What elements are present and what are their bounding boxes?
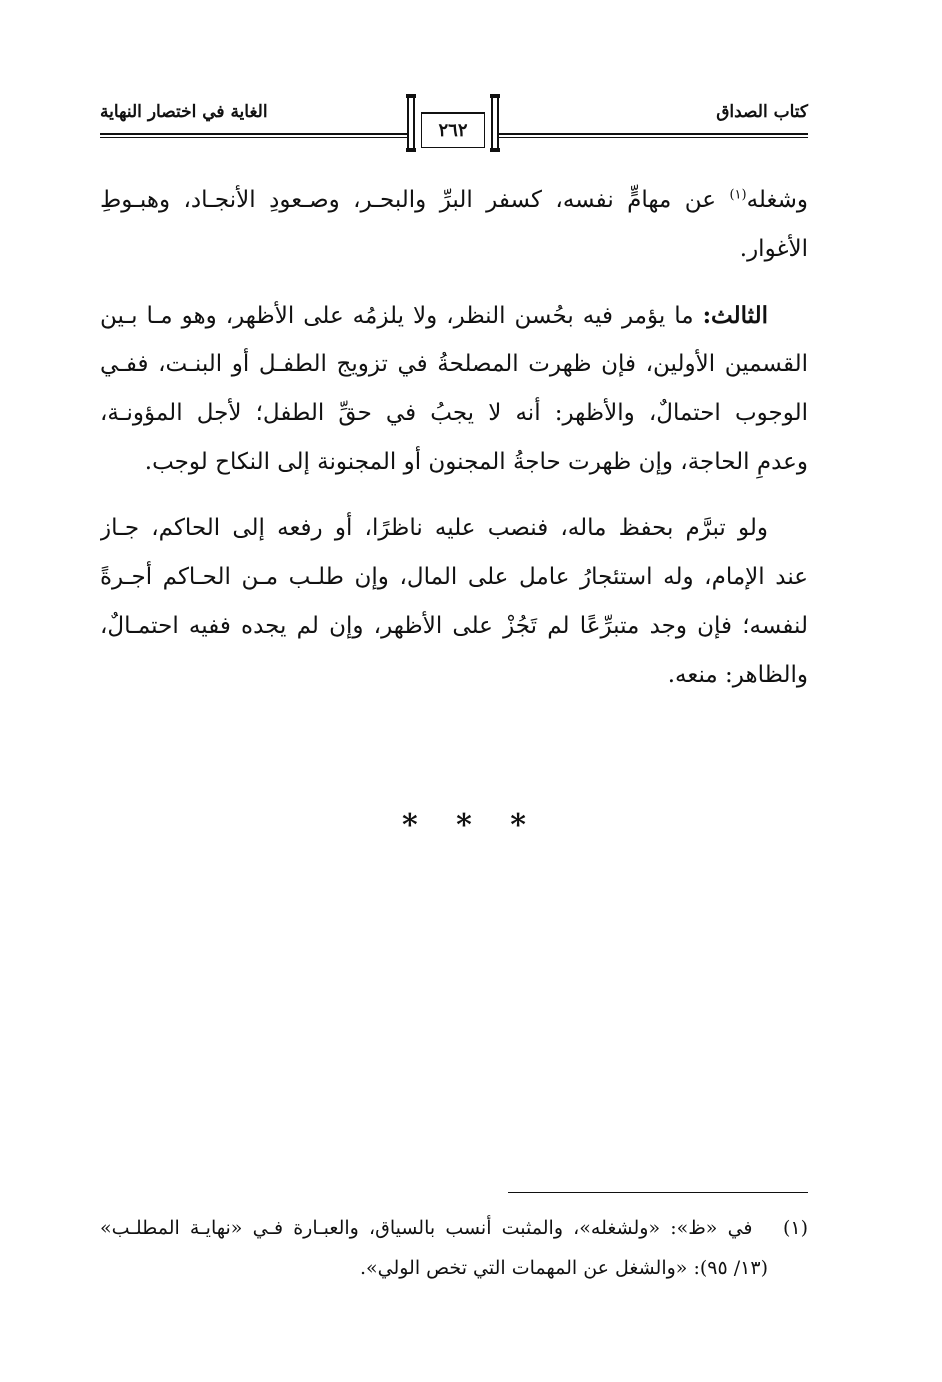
text-segment: ما يؤمر فيه بحُسن النظر، ولا يلزمُه على الأظهر، وهو مـا بـين <box>100 303 703 329</box>
text-line <box>100 176 808 225</box>
text-line: لنفسه؛ فإن وجد متبرِّعًا لم تَجُزْ على الأظهر، وإن لم يجده ففيه احتمـالٌ، <box>100 613 808 639</box>
footnote-text: في «ظ»: «ولشغله»، والمثبت أنسب بالسياق، والعبـارة فـي «نهايـة المطلـب» <box>100 1217 753 1239</box>
footnote-line <box>100 1208 808 1248</box>
section-separator: * * * <box>402 808 540 843</box>
text-line: عند الإمام، وله استئجارُ عامل على المال، وإن طلـب مـن الحـاكم أجـرةً <box>100 564 808 590</box>
text-segment: وشغله <box>746 187 808 213</box>
text-line: ولو تبرَّم بحفظ ماله، فنصب عليه ناظرًا، أو رفعه إلى الحاكم، جـاز <box>100 515 768 541</box>
text-line: القسمين الأولين، فإن ظهرت المصلحةُ في تزويج الطفـل أو البنـت، ففـي <box>100 351 808 377</box>
text-line: الوجوب احتمالٌ، والأظهر: أنه لا يجبُ في حقِّ الطفل؛ لأجل المؤونـة، <box>100 400 808 426</box>
footnote-rule <box>508 1192 808 1193</box>
footnote-marker: (١) <box>729 187 747 203</box>
section-lead-word: الثالث: <box>702 302 768 329</box>
text-line: الأغوار. <box>739 236 808 262</box>
main-text <box>100 176 808 700</box>
text-line <box>100 291 808 340</box>
footnote-line: (١٣/ ٩٥): «والشغل عن المهمات التي تخص الولي». <box>359 1257 768 1279</box>
paragraph-3 <box>100 504 808 700</box>
book-title: الغاية في اختصار النهاية <box>100 102 268 122</box>
text-line: وعدمِ الحاجة، وإن ظهرت حاجةُ المجنون أو المجنونة إلى النكاح لوجب. <box>144 449 808 475</box>
frame-pillar-right <box>491 94 499 152</box>
frame-pillar-left <box>407 94 415 152</box>
page-number-frame <box>407 94 499 152</box>
text-line: والظاهر: منعه. <box>667 662 808 688</box>
footnotes <box>100 1208 808 1288</box>
page-header <box>100 92 808 158</box>
paragraph-2 <box>100 291 808 487</box>
footnote-number: (١) <box>782 1217 808 1239</box>
text-segment: عن مهامٍّ نفسه، كسفر البرِّ والبحـر، وصـعودِ الأنجـاد، وهبـوطِ <box>100 187 730 213</box>
paragraph-1 <box>100 176 808 274</box>
page-number: ٢٦٢ <box>421 112 485 148</box>
chapter-title: كتاب الصداق <box>716 102 808 122</box>
